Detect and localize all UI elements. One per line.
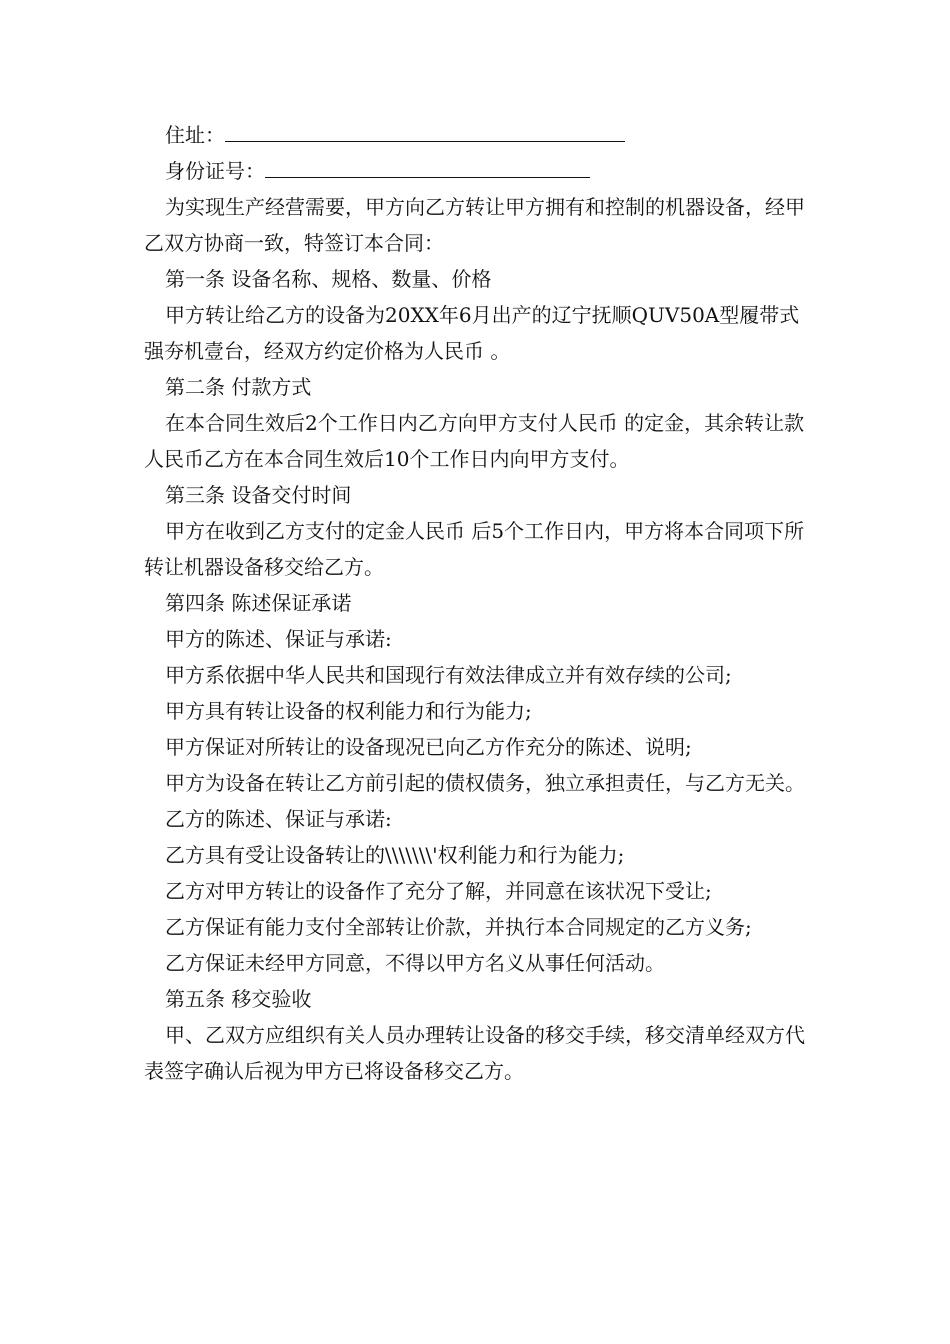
id-number-label: 身份证号： [165, 159, 265, 183]
article-1-title: 第一条 设备名称、规格、数量、价格 [165, 267, 492, 291]
party-a-item-2: 甲方具有转让设备的权利能力和行为能力; [165, 699, 532, 723]
article-5-title: 第五条 移交验收 [165, 987, 312, 1011]
party-b-item-2: 乙方对甲方转让的设备作了充分了解，并同意在该状况下受让; [165, 879, 712, 903]
address-line [144, 117, 810, 153]
article-5-body: 甲、乙双方应组织有关人员办理转让设备的移交手续，移交清单经双方代表签字确认后视为甲方已将设备移交乙方。 [144, 1023, 805, 1083]
party-b-item-3: 乙方保证有能力支付全部转让价款，并执行本合同规定的乙方义务; [165, 915, 752, 939]
party-a-heading: 甲方的陈述、保证与承诺: [165, 627, 392, 651]
intro-paragraph: 为实现生产经营需要，甲方向乙方转让甲方拥有和控制的机器设备，经甲乙双方协商一致，特签订本合同： [144, 195, 805, 255]
article-3-body: 甲方在收到乙方支付的定金人民币 后5个工作日内，甲方将本合同项下所转让机器设备移交给乙方。 [144, 519, 805, 579]
party-a-item-3: 甲方保证对所转让的设备现况已向乙方作充分的陈述、说明; [165, 735, 692, 759]
article-2-title: 第二条 付款方式 [165, 375, 312, 399]
id-number-line [144, 153, 810, 189]
address-label: 住址： [165, 123, 225, 147]
party-a-item-4: 甲方为设备在转让乙方前引起的债权债务，独立承担责任，与乙方无关。 [165, 771, 805, 795]
id-number-blank[interactable] [265, 157, 590, 178]
contract-body [144, 117, 810, 1089]
party-b-heading: 乙方的陈述、保证与承诺: [165, 807, 392, 831]
party-a-item-1: 甲方系依据中华人民共和国现行有效法律成立并有效存续的公司; [165, 663, 732, 687]
article-2-body: 在本合同生效后2个工作日内乙方向甲方支付人民币 的定金，其余转让款人民币乙方在本合同生效后10个工作日内向甲方支付。 [144, 411, 805, 471]
party-b-item-1: 乙方具有受让设备转让的\\\\\\\'权利能力和行为能力; [165, 843, 625, 867]
article-4-title: 第四条 陈述保证承诺 [165, 591, 352, 615]
address-blank[interactable] [225, 121, 625, 142]
article-3-title: 第三条 设备交付时间 [165, 483, 352, 507]
party-b-item-4: 乙方保证未经甲方同意，不得以甲方名义从事任何活动。 [165, 951, 665, 975]
article-1-body: 甲方转让给乙方的设备为20XX年6月出产的辽宁抚顺QUV50A型履带式强夯机壹台，经双方约定价格为人民币 。 [144, 303, 800, 363]
